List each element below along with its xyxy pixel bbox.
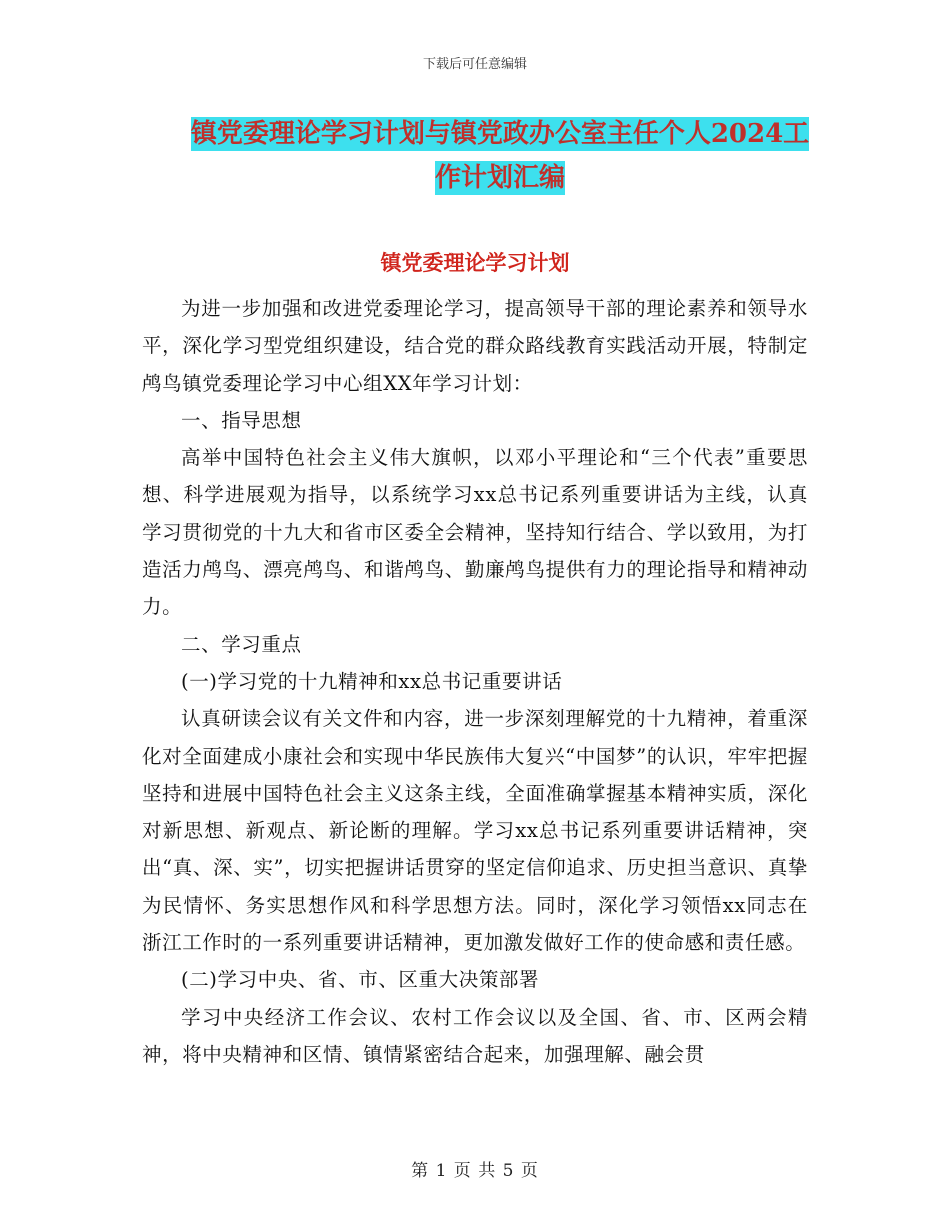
paragraph-study-focus-1: 认真研读会议有关文件和内容，进一步深刻理解党的十九精神，着重深化对全面建成小康社会和实现中华民族伟大复兴“中国梦”的认识，牢牢把握坚持和进展中国特色社会主义这条主线，全面准确掌握基本精神实质，深化对新思想、新观点、新论断的理解。学习xx总书记系列重要讲话精神，突出“真、深、实”，切实把握讲话贯穿的坚定信仰追求、历史担当意识、真挚为民情怀、务实思想作风和科学思想方法。同时，深化学习领悟xx同志在浙江工作时的一系列重要讲话精神，更加激发做好工作的使命感和责任感。 [142,707,808,955]
document-title [130,112,870,200]
paragraph-intro: 为进一步加强和改进党委理论学习，提高领导干部的理论素养和领导水平，深化学习型党组织建设，结合党的群众路线教育实践活动开展，特制定鸬鸟镇党委理论学习中心组XX年学习计划： [142,297,808,395]
header-note: 下载后可任意编辑 [422,57,527,72]
heading-study-focus: 二、学习重点 [181,632,302,656]
page-footer: 第 1 页 共 5 页 [411,1161,539,1181]
body-text [142,290,808,1073]
paragraph-guiding-thought: 高举中国特色社会主义伟大旗帜，以邓小平理论和“三个代表”重要思想、科学进展观为指导，以系统学习xx总书记系列重要讲话为主线，认真学习贯彻党的十九大和省市区委全会精神，坚持知行结合、学以致用，为打造活力鸬鸟、漂亮鸬鸟、和谐鸬鸟、勤廉鸬鸟提供有力的理论指导和精神动力。 [142,446,808,619]
paragraph-study-focus-2: 学习中央经济工作会议、农村工作会议以及全国、省、市、区两会精神，将中央精神和区情、镇情紧密结合起来，加强理解、融会贯 [142,1005,808,1066]
subheading-study-focus-1: (一)学习党的十九精神和xx总书记重要讲话 [181,669,563,693]
section-title: 镇党委理论学习计划 [380,250,570,275]
document-title-line-2: 作计划汇编 [434,163,565,193]
heading-guiding-thought: 一、指导思想 [181,408,302,432]
document-title-line-1: 镇党委理论学习计划与镇党政办公室主任个人2024工 [190,119,810,149]
subheading-study-focus-2: (二)学习中央、省、市、区重大决策部署 [181,968,540,992]
